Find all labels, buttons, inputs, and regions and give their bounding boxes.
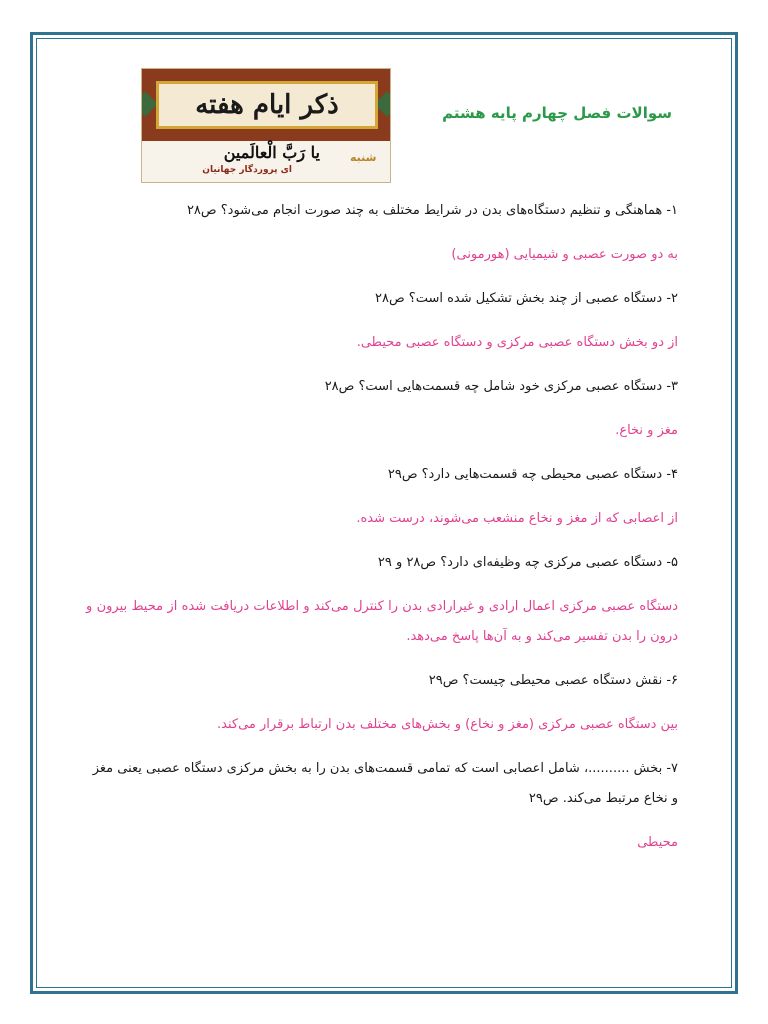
answer-2: از دو بخش دستگاه عصبی مرکزی و دستگاه عصبی محیطی.: [356, 335, 678, 350]
document-title: سوالات فصل چهارم پایه هشتم: [442, 104, 672, 122]
answer-6: بین دستگاه عصبی مرکزی (مغز و نخاع) و بخش‌های مختلف بدن ارتباط برقرار می‌کند.: [217, 717, 678, 732]
banner-translation: ای پروردگار جهانیان: [202, 165, 292, 175]
question-6: ۶- نقش دستگاه عصبی محیطی چیست؟ ص۲۹: [428, 673, 678, 688]
banner-title-plate: [156, 81, 378, 129]
zikr-banner-image: [141, 68, 391, 183]
question-3: ۳- دستگاه عصبی مرکزی خود شامل چه قسمت‌هایی است؟ ص۲۸: [324, 379, 678, 394]
question-5: ۵- دستگاه عصبی مرکزی چه وظیفه‌ای دارد؟ ص۲۸ و ۲۹: [377, 555, 678, 570]
question-1: ۱- هماهنگی و تنظیم دستگاه‌های بدن در شرایط مختلف به چند صورت انجام می‌شود؟ ص۲۸: [186, 203, 678, 218]
answer-1: به دو صورت عصبی و شیمیایی (هورمونی): [451, 247, 678, 262]
question-4: ۴- دستگاه عصبی محیطی چه قسمت‌هایی دارد؟ ص۲۹: [387, 467, 678, 482]
answer-3: مغز و نخاع.: [615, 423, 678, 438]
answer-7: محیطی: [637, 835, 678, 850]
question-7: ۷- بخش ..........، شامل اعصابی است که تمامی قسمت‌های بدن را به بخش مرکزی دستگاه عصبی یعنی مغز و نخاع مرتبط می‌کند. ص۲۹: [92, 761, 678, 806]
banner-title: ذکر ایام هفته: [195, 90, 339, 120]
qa-list: [86, 196, 678, 872]
answer-4: از اعصابی که از مغز و نخاع منشعب می‌شوند، درست شده.: [356, 511, 678, 526]
question-2: ۲- دستگاه عصبی از چند بخش تشکیل شده است؟ ص۲۸: [374, 291, 678, 306]
banner-day-label: شنبه: [350, 151, 377, 164]
answer-5: دستگاه عصبی مرکزی اعمال ارادی و غیرارادی بدن را کنترل می‌کند و اطلاعات دریافت شده از محیط بیرون و درون را بدن تفسیر می‌کند و به آن‌ها پاسخ می‌دهد.: [86, 599, 678, 644]
banner-zikr: یا رَبَّ الْعالَمین: [223, 143, 320, 162]
